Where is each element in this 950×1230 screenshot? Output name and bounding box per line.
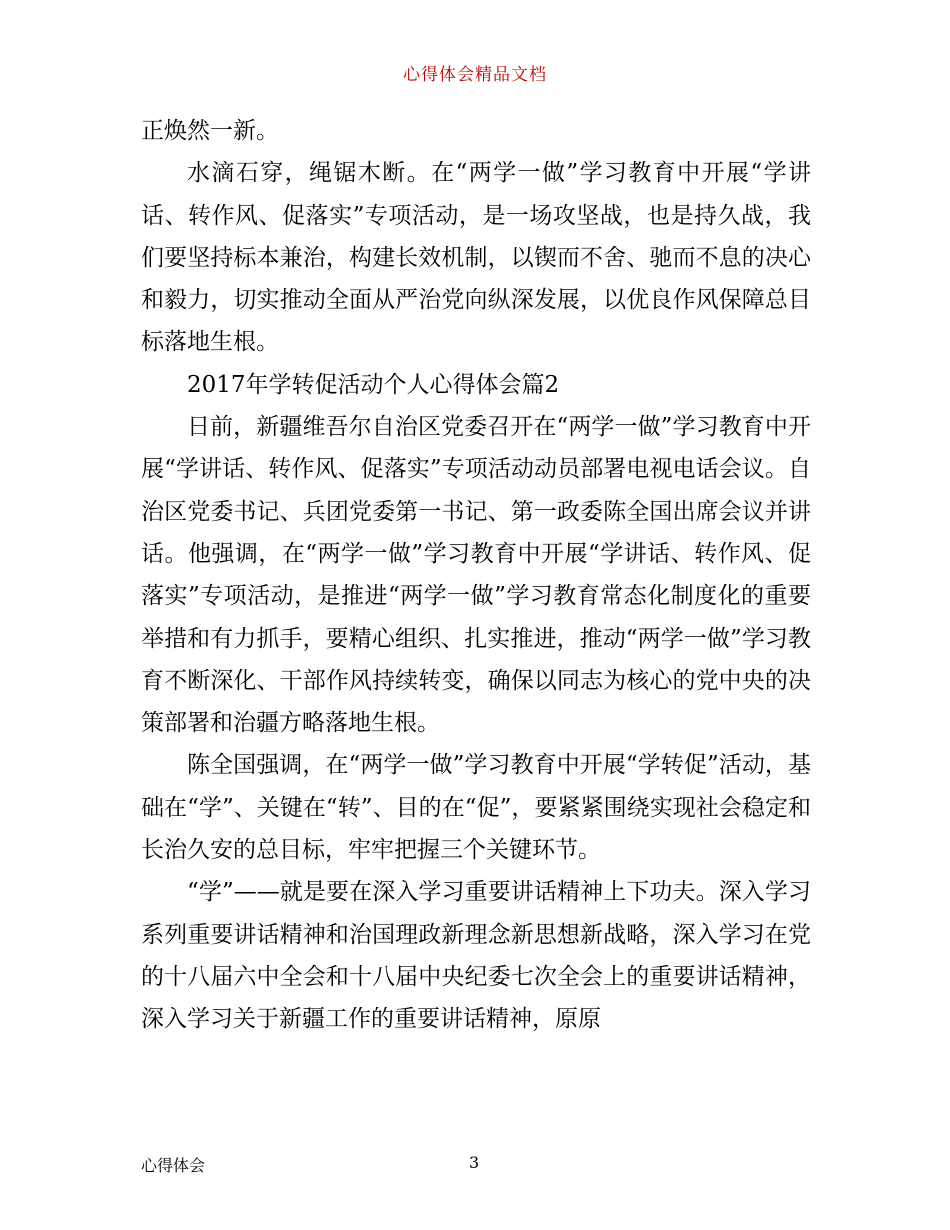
footer-label: 心得体会 [141,1156,206,1175]
page-header-title: 心得体会精品文档 [403,65,547,85]
paragraph-2: 水滴石穿，绳锯木断。在“两学一做”学习教育中开展“学讲话、转作风、促落实”专项活动，是一场攻坚战，也是持久战，我们要坚持标本兼治，构建长效机制，以锲而不舍、驰而不息的决心和毅力，切实推动全面从严治党向纵深发展，以优良作风保障总目标落地生根。 [141,160,811,356]
paragraph-1: 正焕然一新。 [141,118,279,144]
paragraph-5: “学”——就是要在深入学习重要讲话精神上下功夫。深入学习系列重要讲话精神和治国理政新理念新思想新战略，深入学习在党的十八届六中全会和十八届中央纪委七次全会上的重要讲话精神，深入学习关于新疆工作的重要讲话精神，原原 [141,879,811,1033]
paragraph-3: 日前，新疆维吾尔自治区党委召开在“两学一做”学习教育中开展“学讲话、转作风、促落实”专项活动动员部署电视电话会议。自治区党委书记、兵团党委第一书记、第一政委陈全国出席会议并讲话。他强调，在“两学一做”学习教育中开展“学讲话、转作风、促落实”专项活动，是推进“两学一做”学习教育常态化制度化的重要举措和有力抓手，要精心组织、扎实推进，推动“两学一做”学习教育不断深化、干部作风持续转变，确保以同志为核心的党中央的决策部署和治疆方略落地生根。 [141,414,811,737]
document-body [141,110,811,1041]
section-heading: 2017年学转促活动个人心得体会篇2 [187,371,560,398]
page-number: 3 [469,1153,480,1172]
paragraph-4: 陈全国强调，在“两学一做”学习教育中开展“学转促”活动，基础在“学”、关键在“转”、目的在“促”，要紧紧围绕实现社会稳定和长治久安的总目标，牢牢把握三个关键环节。 [141,752,811,864]
